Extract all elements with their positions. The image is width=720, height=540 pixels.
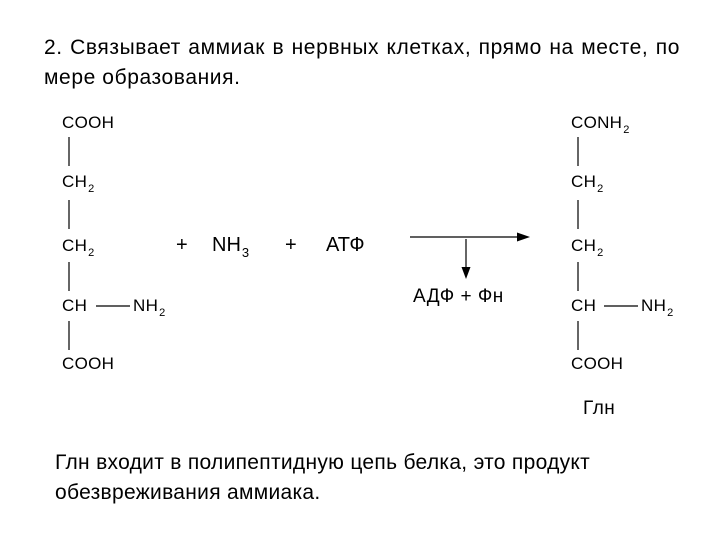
plus-sign-2: + — [285, 234, 297, 256]
product-ch2-a: $CH_2$ — [571, 172, 604, 195]
substrate-cooh-top: COOH — [62, 113, 115, 132]
ammonia-formula: $NH_3$ — [212, 234, 250, 260]
substrate-ch: CH — [62, 296, 88, 315]
substrate-ch2-a: $CH_2$ — [62, 172, 95, 195]
substrate-cooh-bottom: COOH — [62, 354, 115, 373]
byproducts-label: АДФ + Фн — [413, 286, 504, 307]
product-name-label: Глн — [583, 398, 616, 419]
product-conh2: $CONH_2$ — [571, 113, 630, 136]
footer-text: Глн входит в полипептидную цепь белка, это продукт обезвреживания аммиака. — [55, 451, 591, 504]
product-ch2-b: $CH_2$ — [571, 236, 604, 259]
product-ch: CH — [571, 296, 597, 315]
byproduct-arrow-head — [462, 267, 471, 279]
plus-sign-1: + — [176, 234, 188, 256]
product-nh2: $NH_2$ — [641, 296, 674, 319]
reaction-arrow-head — [517, 233, 530, 242]
product-cooh-bottom: COOH — [571, 354, 624, 373]
heading-text: 2. Связывает аммиак в нервных клетках, прямо на месте, по мере образования. — [44, 36, 680, 89]
substrate-nh2: $NH_2$ — [133, 296, 166, 319]
atp-label: АТФ — [326, 234, 365, 256]
substrate-ch2-b: $CH_2$ — [62, 236, 95, 259]
